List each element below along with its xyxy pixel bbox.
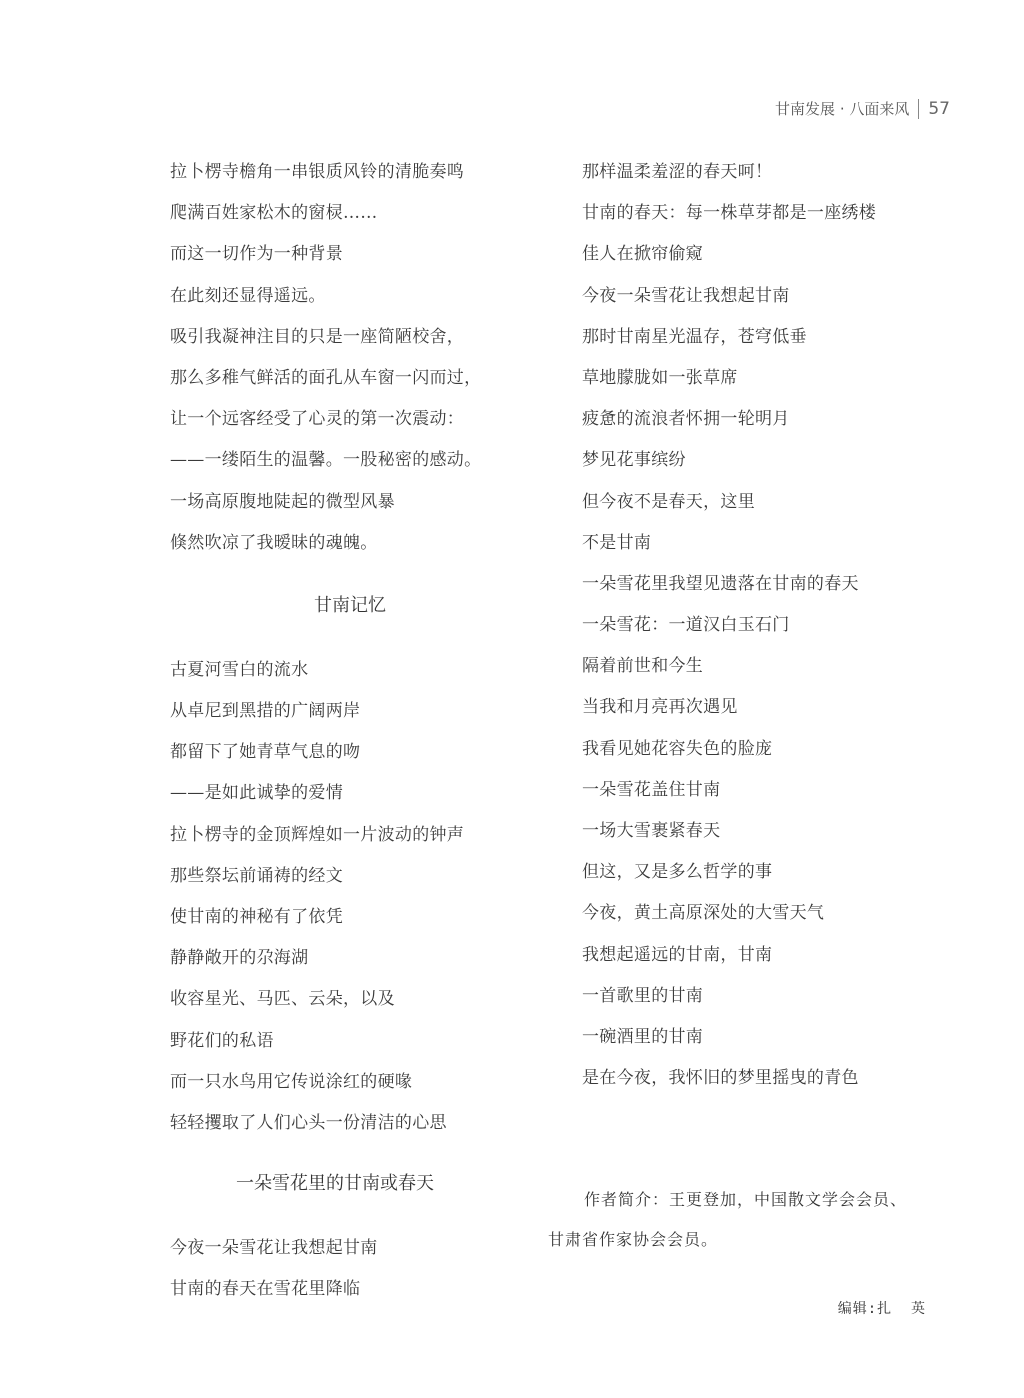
- author-bio: [548, 1180, 948, 1260]
- poem-title-snowflake: 一朵雪花里的甘南或春天: [236, 1173, 434, 1195]
- poem-line: 都留下了她青草气息的吻: [170, 742, 361, 763]
- poem-line: 而一只水鸟用它传说涂红的硬喙: [170, 1071, 413, 1092]
- poem-line: 吸引我凝神注目的只是一座简陋校舍，: [170, 326, 465, 347]
- poem-line: 今夜一朵雪花让我想起甘南: [582, 285, 790, 306]
- poem-line: 那样温柔羞涩的春天呵！: [582, 162, 773, 182]
- poem-line: 一朵雪花盖住甘南: [582, 779, 721, 800]
- poem-line: 我想起遥远的甘南，甘南: [582, 944, 773, 965]
- header-divider: [918, 99, 919, 119]
- editor-credit: 编辑:扎 英: [837, 1301, 926, 1317]
- poem-line: 一首歌里的甘南: [582, 985, 704, 1006]
- poem-line: 那时甘南星光温存，苍穹低垂: [582, 326, 807, 347]
- poem-line: 一碗酒里的甘南: [582, 1026, 704, 1047]
- poem-line: 古夏河雪白的流水: [170, 659, 309, 680]
- author-bio-line: 作者简介：王更登加，中国散文学会会员、: [584, 1190, 908, 1209]
- poem-line: 让一个远客经受了心灵的第一次震动：: [170, 409, 465, 430]
- poem-line: 不是甘南: [582, 532, 652, 553]
- poem-line: 我看见她花容失色的脸庞: [582, 738, 773, 759]
- poem-line: 静静敞开的尕海湖: [170, 948, 309, 969]
- poem-line: 野花们的私语: [170, 1030, 274, 1051]
- poem-line: 那些祭坛前诵祷的经文: [170, 865, 343, 886]
- poem-line: 今夜，黄土高原深处的大雪天气: [582, 903, 825, 924]
- poem-line: 在此刻还显得遥远。: [170, 285, 326, 306]
- poem-line: 爬满百姓家松木的窗棂……: [170, 203, 378, 224]
- poem-line: 疲惫的流浪者怀拥一轮明月: [582, 409, 790, 430]
- poem-line: 收容星光、马匹、云朵，以及: [170, 989, 395, 1010]
- poem-line: 甘南的春天在雪花里降临: [170, 1279, 361, 1300]
- poem-line: 倏然吹凉了我暧昧的魂魄。: [170, 532, 378, 553]
- page-number: 57: [928, 98, 950, 119]
- poem-line: 隔着前世和今生: [582, 656, 704, 677]
- left-column: [170, 155, 510, 1314]
- poem-line: 一朵雪花里我望见遗落在甘南的春天: [582, 573, 859, 594]
- poem-line: 甘南的春天：每一株草芽都是一座绣楼: [582, 203, 877, 224]
- poem-title-gannan-memory: 甘南记忆: [314, 594, 386, 616]
- poem-line: 但今夜不是春天，这里: [582, 491, 755, 512]
- author-bio-line: 甘肃省作家协会会员。: [548, 1230, 719, 1249]
- poem-line: 草地朦胧如一张草席: [582, 367, 738, 388]
- poem-line: 一场高原腹地陡起的微型风暴: [170, 491, 395, 512]
- poem-line: 而这一切作为一种背景: [170, 244, 343, 265]
- running-header: [775, 98, 950, 119]
- poem-line: 从卓尼到黑措的广阔两岸: [170, 701, 361, 722]
- poem-line: 那么多稚气鲜活的面孔从车窗一闪而过，: [170, 367, 482, 388]
- poem-line: 拉卜楞寺檐角一串银质风铃的清脆奏鸣: [170, 162, 465, 182]
- poem-line: 是在今夜，我怀旧的梦里摇曳的青色: [582, 1068, 859, 1089]
- poem2-body: [170, 653, 510, 1147]
- poem-line: 梦见花事缤纷: [582, 450, 686, 471]
- section-title: 甘南发展 · 八面来风: [775, 100, 910, 118]
- poem-line: 但这，又是多么哲学的事: [582, 862, 773, 883]
- poem-line: 佳人在掀帘偷窥: [582, 244, 704, 265]
- poem-line: 拉卜楞寺的金顶辉煌如一片波动的钟声: [170, 824, 465, 845]
- right-column: [582, 155, 942, 1102]
- poem-line: 一场大雪裹紧春天: [582, 821, 721, 841]
- poem-line: 今夜一朵雪花让我想起甘南: [170, 1238, 378, 1259]
- poem1-body: [170, 155, 510, 567]
- poem-line: ——一缕陌生的温馨。一股秘密的感动。: [170, 450, 482, 471]
- poem3-body: [170, 1231, 510, 1313]
- poem-line: 当我和月亮再次遇见: [582, 697, 738, 718]
- poem-line: 使甘南的神秘有了依凭: [170, 907, 343, 927]
- poem-line: ——是如此诚挚的爱情: [170, 783, 343, 804]
- poem-line: 轻轻攫取了人们心头一份清洁的心思: [170, 1112, 447, 1133]
- poem-line: 一朵雪花：一道汉白玉石门: [582, 615, 790, 636]
